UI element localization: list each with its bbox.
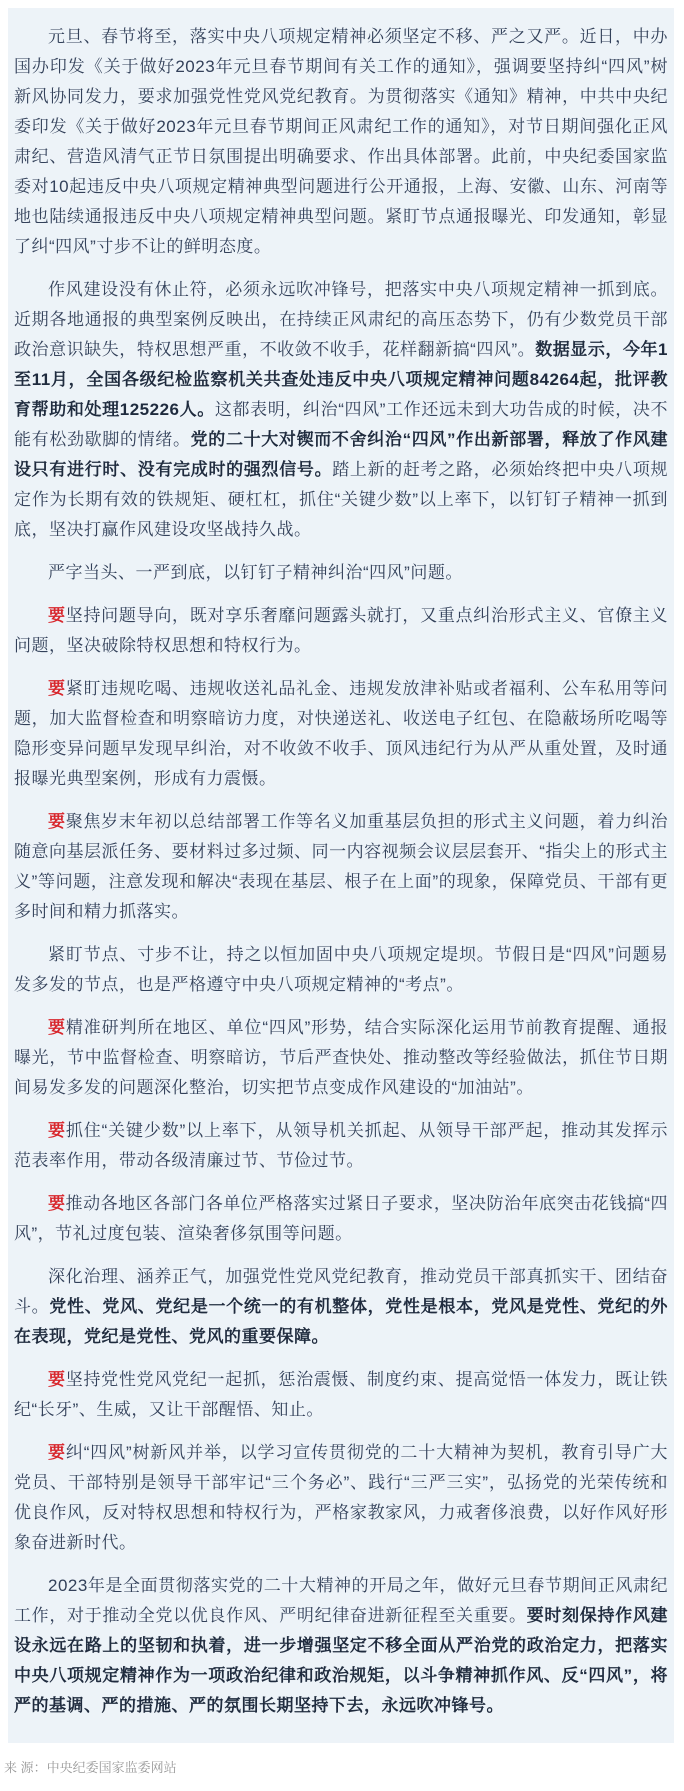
article-paragraph [14,1438,668,1558]
article-paragraph [14,674,668,794]
body-text: 推动各地区各部门各单位严格落实过紧日子要求，坚决防治年底突击花钱搞“四风”，节礼过度包装、渲染奢侈氛围等问题。 [14,1194,668,1243]
source-line: 来 源：中央纪委国家监委网站 [4,1760,177,1775]
emphasis-red-text: 要 [48,1121,66,1140]
body-text: 2023年是全面贯彻落实党的二十大精神的开局之年，做好元旦春节期间正风肃纪工作，对于推动全党以优良作风、严明纪律奋进新征程至关重要。 [14,1576,668,1625]
emphasis-bold-text: 要时刻保持作风建设永远在路上的坚韧和执着，进一步增强坚定不移全面从严治党的政治定力，把落实中央八项规定精神作为一项政治纪律和政治规矩，以斗争精神抓作风、反“四风”，将严的基调、严的措施、严的氛围长期坚持下去，永远吹冲锋号。 [14,1606,668,1715]
emphasis-red-text: 要 [48,812,66,831]
article-card [8,8,674,1743]
body-text: 纠“四风”树新风并举，以学习宣传贯彻党的二十大精神为契机，教育引导广大党员、干部特别是领导干部牢记“三个务必”、践行“三严三实”，弘扬党的光荣传统和优良作风，反对特权思想和特权行为，严格家教家风，力戒奢侈浪费，以好作风好形象奋进新时代。 [14,1443,669,1552]
body-text: 元旦、春节将至，落实中央八项规定精神必须坚定不移、严之又严。近日，中办国办印发《关于做好2023年元旦春节期间有关工作的通知》，强调要坚持纠“四风”树新风协同发力，要求加强党性党风党纪教育。为贯彻落实《通知》精神，中共中央纪委印发《关于做好2023年元旦春节期间正风肃纪工作的通知》，对节日期间强化正风肃纪、营造风清气正节日氛围提出明确要求、作出具体部署。此前，中央纪委国家监委对10起违反中央八项规定精神典型问题进行公开通报，上海、安徽、山东、河南等地也陆续通报违反中央八项规定精神典型问题。紧盯节点通报曝光、印发通知，彰显了纠“四风”寸步不让的鲜明态度。 [14,27,668,256]
body-text: 踏上新的赶考之路，必须始终把中央八项规定作为长期有效的铁规矩、硬杠杠，抓住“关键少数”以上率下，以钉钉子精神一抓到底，坚决打赢作风建设攻坚战持久战。 [14,460,668,539]
article-paragraph [14,22,668,262]
emphasis-red-text: 要 [48,606,66,625]
body-text: 严字当头、一严到底，以钉钉子精神纠治“四风”问题。 [48,563,463,582]
emphasis-red-text: 要 [48,679,66,698]
body-text: 坚持问题导向，既对享乐奢靡问题露头就打，又重点纠治形式主义、官僚主义问题，坚决破除特权思想和特权行为。 [14,606,669,655]
body-text: 这都表明，纠治“四风”工作还远未到大功告成的时候，决不能有松劲歇脚的情绪。 [14,400,668,449]
emphasis-red-text: 要 [48,1443,66,1462]
article-paragraph [14,940,668,1000]
body-text: 深化治理、涵养正气，加强党性党风党纪教育，推动党员干部真抓实干、团结奋斗。 [14,1267,668,1316]
article-paragraph [14,1365,668,1425]
article-paragraph [14,1189,668,1249]
article-body [14,22,668,1721]
body-text: 精准研判所在地区、单位“四风”形势，结合实际深化运用节前教育提醒、通报曝光，节中监督检查、明察暗访，节后严查快处、推动整改等经验做法，抓住节日期间易发多发的问题深化整治，切实把节点变成作风建设的“加油站”。 [14,1018,669,1097]
article-paragraph [14,558,668,588]
article-paragraph [14,1116,668,1176]
emphasis-red-text: 要 [48,1370,66,1389]
article-paragraph [14,601,668,661]
emphasis-bold-text: 党性、党风、党纪是一个统一的有机整体，党性是根本，党风是党性、党纪的外在表现，党纪是党性、党风的重要保障。 [14,1297,669,1346]
body-text: 紧盯违规吃喝、违规收送礼品礼金、违规发放津补贴或者福利、公车私用等问题，加大监督检查和明察暗访力度，对快递送礼、收送电子红包、在隐蔽场所吃喝等隐形变异问题早发现早纠治，对不收敛不收手、顶风违纪行为从严从重处置，及时通报曝光典型案例，形成有力震慑。 [14,679,669,788]
article-paragraph [14,1013,668,1103]
article-paragraph [14,807,668,927]
body-text: 聚焦岁末年初以总结部署工作等名义加重基层负担的形式主义问题，着力纠治随意向基层派任务、要材料过多过频、同一内容视频会议层层套开、“指尖上的形式主义”等问题，注意发现和解决“表现在基层、根子在上面”的现象，保障党员、干部有更多时间和精力抓落实。 [14,812,669,921]
emphasis-red-text: 要 [48,1194,66,1213]
article-page [0,8,684,1791]
emphasis-bold-text: 党的二十大对锲而不舍纠治“四风”作出新部署，释放了作风建设只有进行时、没有完成时的强烈信号。 [14,430,669,479]
article-paragraph [14,1262,668,1352]
body-text: 抓住“关键少数”以上率下，从领导机关抓起、从领导干部严起，推动其发挥示范表率作用，带动各级清廉过节、节俭过节。 [14,1121,669,1170]
emphasis-red-text: 要 [48,1018,66,1037]
body-text: 作风建设没有休止符，必须永远吹冲锋号，把落实中央八项规定精神一抓到底。近期各地通报的典型案例反映出，在持续正风肃纪的高压态势下，仍有少数党员干部政治意识缺失，特权思想严重，不收敛不收手，花样翻新搞“四风”。 [14,280,668,359]
article-paragraph [14,1571,668,1721]
body-text: 坚持党性党风党纪一起抓，惩治震慑、制度约束、提高觉悟一体发力，既让铁纪“长牙”、生威，又让干部醒悟、知止。 [14,1370,669,1419]
emphasis-bold-text: 数据显示，今年1至11月，全国各级纪检监察机关共查处违反中央八项规定精神问题84264起，批评教育帮助和处理125226人。 [14,340,668,419]
article-paragraph [14,275,668,545]
body-text: 紧盯节点、寸步不让，持之以恒加固中央八项规定堤坝。节假日是“四风”问题易发多发的节点，也是严格遵守中央八项规定精神的“考点”。 [14,945,668,994]
